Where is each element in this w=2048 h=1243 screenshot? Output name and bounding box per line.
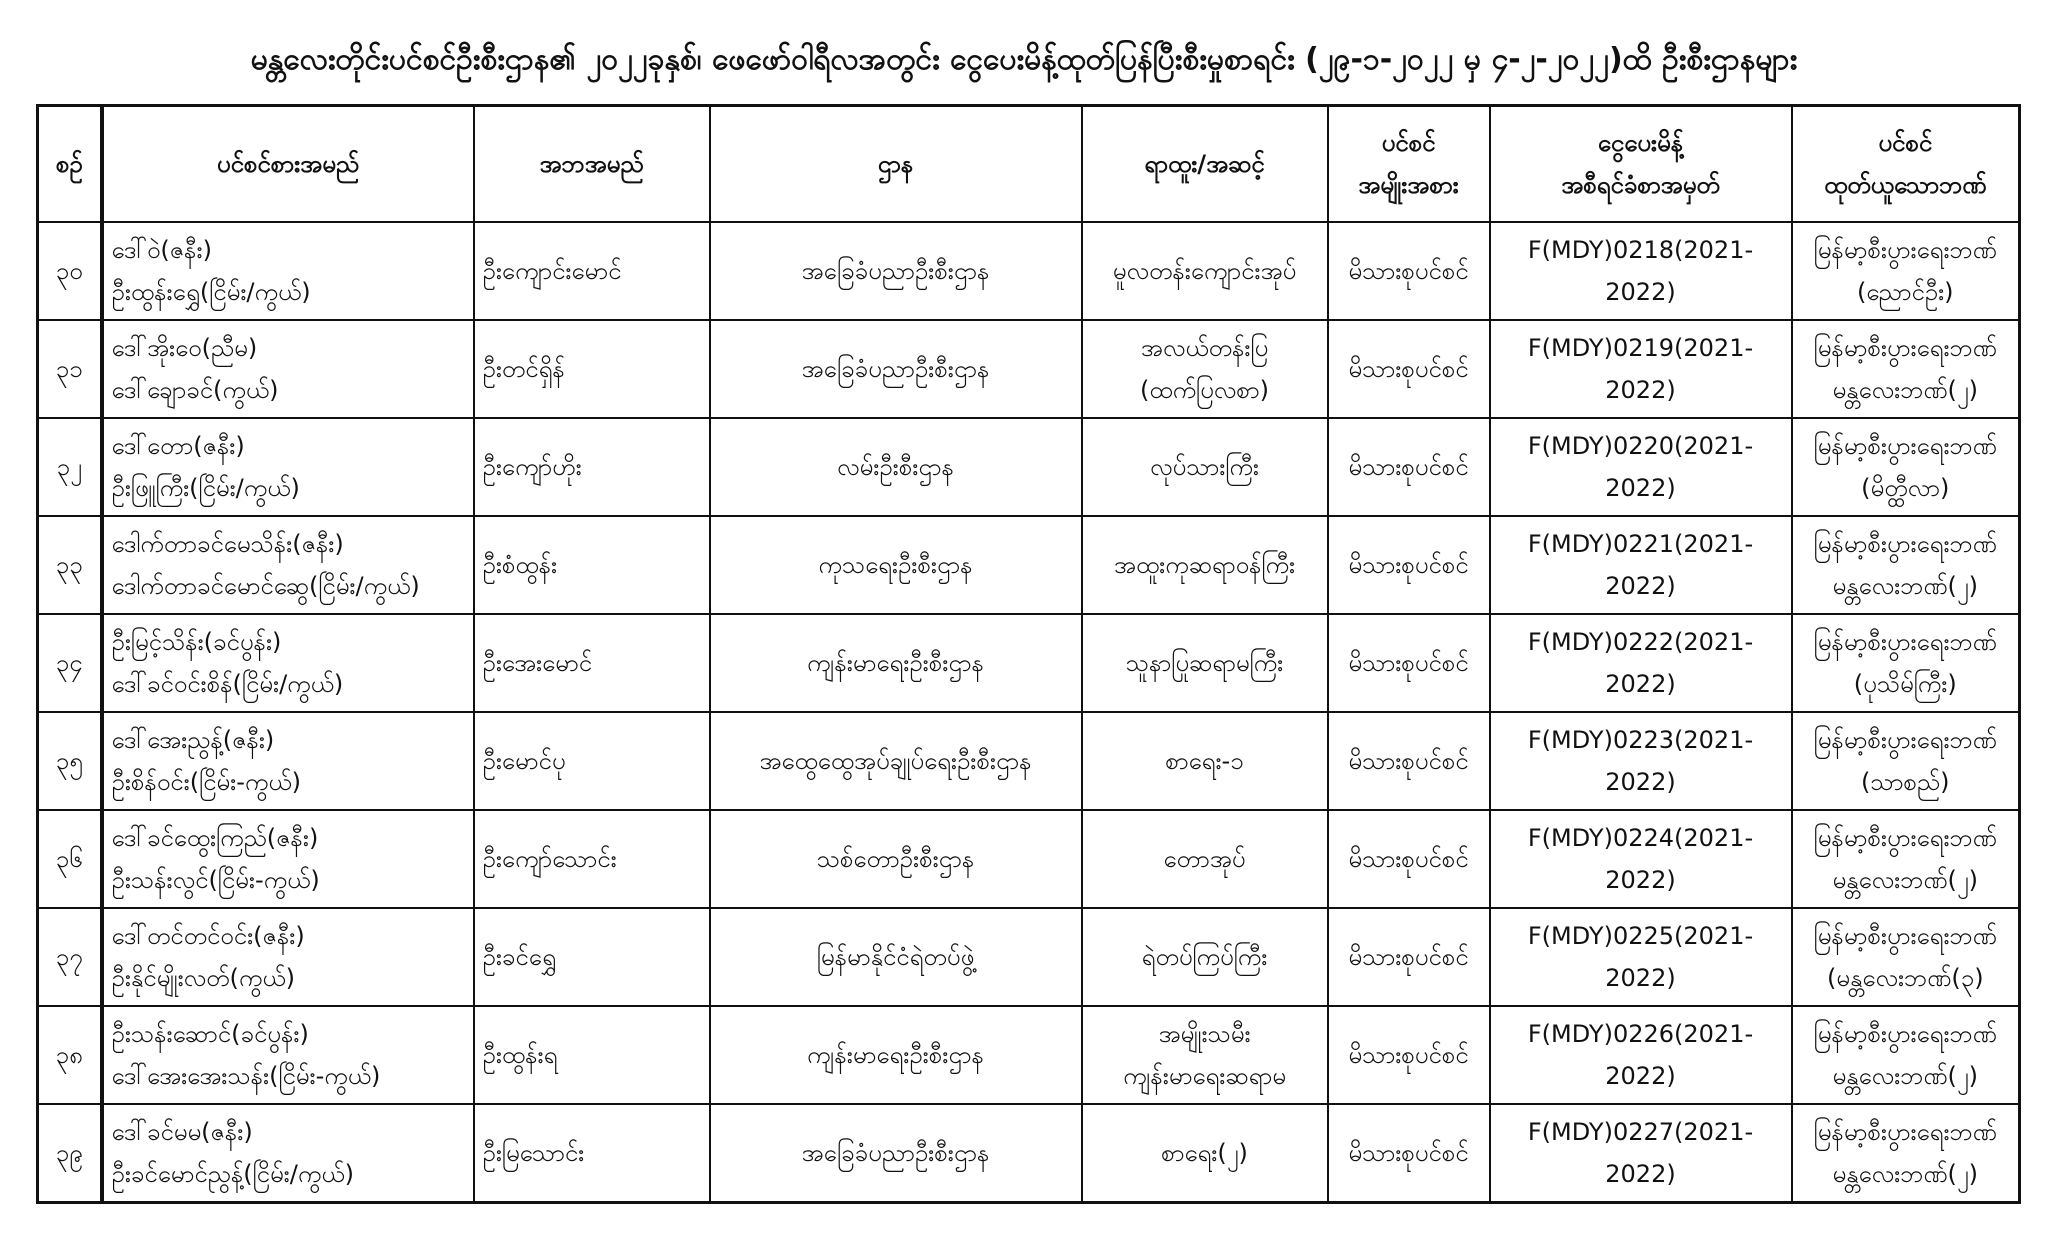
cell-paying-bank [1792,320,2020,418]
table-row [38,1104,2020,1203]
cell-line: မန္တလေးဘဏ်(၂) [1832,572,1979,600]
column-header-line: ပင်စင် [1381,129,1436,157]
cell-line: မြန်မာ့စီးပွားရေးဘဏ် [1813,922,1997,950]
cell-line: သူနာပြုဆရာမကြီး [1125,649,1284,677]
cell-father: ဦးစံထွန်း [474,516,710,614]
cell-line: မန္တလေးဘဏ်(၂) [1832,1062,1979,1090]
cell-line: အမျိုးသမီး [1158,1020,1251,1048]
column-header-line: ရာထူး/အဆင့် [1144,150,1265,178]
cell-line: မူလတန်းကျောင်းအုပ် [1112,257,1297,285]
cell-pensioner [102,1104,474,1203]
cell-department: မြန်မာနိုင်ငံရဲတပ်ဖွဲ့ [710,908,1082,1006]
cell-father: ဦးမောင်ပု [474,712,710,810]
cell-line: (ထက်ပြလစာ) [1140,376,1269,404]
column-header-line: ပင်စင် [1878,129,1933,157]
cell-line: (ညောင်ဦး) [1856,278,1954,306]
cell-no: ၃၆ [38,810,102,908]
cell-pension-type: မိသားစုပင်စင် [1328,516,1490,614]
cell-rank [1082,908,1328,1006]
cell-no: ၃၃ [38,516,102,614]
cell-paying-bank [1792,1006,2020,1104]
cell-line: ဦးခင်မောင်ညွန့်(ငြိမ်း/ကွယ်) [111,1160,355,1188]
cell-department: ကျန်းမာရေးဦးစီးဌာန [710,614,1082,712]
cell-line: တောအုပ် [1163,845,1246,873]
cell-line: ဒေါက်တာခင်မောင်ဆွေ(ငြိမ်း/ကွယ်) [111,572,420,600]
cell-father: ဦးတင်ရှိန် [474,320,710,418]
cell-father: ဦးအေးမောင် [474,614,710,712]
cell-line: ကျန်းမာရေးဆရာမ [1123,1062,1286,1090]
cell-rank [1082,1104,1328,1203]
cell-rank [1082,810,1328,908]
cell-no: ၃၂ [38,418,102,516]
cell-line: ဒေါ်ခင်ဝင်းစိန်(ငြိမ်း/ကွယ်) [111,670,344,698]
cell-pension-type: မိသားစုပင်စင် [1328,320,1490,418]
cell-paying-bank [1792,810,2020,908]
cell-line: ဒေါက်တာခင်မေသိန်း(ဇနီး) [111,530,344,558]
table-row [38,1006,2020,1104]
cell-rank [1082,320,1328,418]
table-row [38,418,2020,516]
cell-rank [1082,712,1328,810]
cell-rank [1082,418,1328,516]
cell-rank [1082,1006,1328,1104]
table-row [38,516,2020,614]
table-row [38,712,2020,810]
column-header-line: စဉ် [55,150,83,178]
header-row [38,106,2020,223]
cell-paying-bank [1792,712,2020,810]
cell-pensioner [102,418,474,516]
cell-line: ဒေါ်တော(ဇနီး) [111,432,245,460]
cell-department: အခြေခံပညာဦးစီးဌာန [710,320,1082,418]
cell-paying-bank [1792,614,2020,712]
cell-line: (ပုသိမ်ကြီး) [1853,670,1957,698]
column-header-line: ပင်စင်စားအမည် [216,150,360,178]
cell-line: မြန်မာ့စီးပွားရေးဘဏ် [1813,236,1997,264]
cell-rank [1082,516,1328,614]
column-header-pensioner [102,106,474,223]
cell-line: မန္တလေးဘဏ်(၂) [1832,866,1979,894]
cell-pensioner [102,712,474,810]
cell-line: ဒေါ်ဝဲ(ဇနီး) [111,236,212,264]
cell-line: ဦးသန်းဆောင်(ခင်ပွန်း) [111,1020,309,1048]
cell-paying-bank [1792,418,2020,516]
cell-line: မြန်မာ့စီးပွားရေးဘဏ် [1813,824,1997,852]
table-row [38,614,2020,712]
cell-pensioner [102,614,474,712]
column-header-no [38,106,102,223]
cell-line: မြန်မာ့စီးပွားရေးဘဏ် [1813,1020,1997,1048]
cell-line: လုပ်သားကြီး [1150,453,1259,481]
cell-line: ဒေါ်ချောခင်(ကွယ်) [111,376,279,404]
cell-department: သစ်တောဦးစီးဌာန [710,810,1082,908]
table-row [38,222,2020,320]
cell-order-no: F(MDY)0226(2021-2022) [1490,1006,1792,1104]
cell-line: မြန်မာ့စီးပွားရေးဘဏ် [1813,726,1997,754]
cell-line: စာရေး-၁ [1165,747,1244,775]
cell-pensioner [102,1006,474,1104]
cell-pension-type: မိသားစုပင်စင် [1328,810,1490,908]
cell-line: ဒေါ်တင်တင်ဝင်း(ဇနီး) [111,922,305,950]
cell-no: ၃၀ [38,222,102,320]
page-title: မန္တလေးတိုင်းပင်စင်ဦးစီးဌာန၏ ၂၀၂၂ခုနှစ်၊ ဖေဖော်ဝါရီလအတွင်း ငွေပေးမိန့်ထုတ်ပြန်ပြီးစီးမှုစာရင်း (၂၉-၁-၂၀၂၂ မှ ၄-၂-၂၀၂၂)ထိ ဦးစီးဌာနများ [250,42,1798,77]
cell-order-no: F(MDY)0218(2021-2022) [1490,222,1792,320]
cell-pension-type: မိသားစုပင်စင် [1328,1104,1490,1203]
column-header-line: အဘအမည် [539,150,644,178]
column-header-pension-type [1328,106,1490,223]
cell-line: မန္တလေးဘဏ်(၂) [1832,376,1979,404]
table-header [38,106,2020,223]
column-header-line: ထုတ်ယူသောဘဏ် [1824,171,1987,199]
column-header-line: ငွေပေးမိန့် [1597,129,1684,157]
cell-no: ၃၄ [38,614,102,712]
cell-line: ဒေါ်အေးအေးသန်း(ငြိမ်း-ကွယ်) [111,1062,381,1090]
cell-order-no: F(MDY)0221(2021-2022) [1490,516,1792,614]
cell-department: ကျန်းမာရေးဦးစီးဌာန [710,1006,1082,1104]
cell-line: မြန်မာ့စီးပွားရေးဘဏ် [1813,530,1997,558]
cell-pension-type: မိသားစုပင်စင် [1328,1006,1490,1104]
cell-pensioner [102,222,474,320]
cell-pension-type: မိသားစုပင်စင် [1328,908,1490,1006]
cell-line: ဦးစိန်ဝင်း(ငြိမ်း-ကွယ်) [111,768,302,796]
cell-department: အခြေခံပညာဦးစီးဌာန [710,1104,1082,1203]
column-header-paying-bank [1792,106,2020,223]
cell-paying-bank [1792,1104,2020,1203]
cell-father: ဦးမြသောင်း [474,1104,710,1203]
cell-line: ဒေါ်ခင်ထွေးကြည်(ဇနီး) [111,824,319,852]
cell-department: ကုသရေးဦးစီးဌာန [710,516,1082,614]
column-header-department [710,106,1082,223]
cell-father: ဦးထွန်းရ [474,1006,710,1104]
cell-line: ဦးမြင့်သိန်း(ခင်ပွန်း) [111,628,282,656]
table-body [38,222,2020,1203]
cell-line: မြန်မာ့စီးပွားရေးဘဏ် [1813,1118,1997,1146]
cell-department: လမ်းဦးစီးဌာန [710,418,1082,516]
cell-order-no: F(MDY)0225(2021-2022) [1490,908,1792,1006]
cell-order-no: F(MDY)0227(2021-2022) [1490,1104,1792,1203]
cell-rank [1082,222,1328,320]
table-row [38,320,2020,418]
cell-line: ဒေါ်အိုးဝေ(ညီမ) [111,334,258,362]
cell-line: အထူးကုဆရာဝန်ကြီး [1113,551,1296,579]
cell-line: ဦးသန်းလွင်(ငြိမ်း-ကွယ်) [111,866,320,894]
column-header-rank [1082,106,1328,223]
cell-line: ဒေါ်ခင်မမ(ဇနီး) [111,1118,253,1146]
cell-order-no: F(MDY)0224(2021-2022) [1490,810,1792,908]
table-row [38,810,2020,908]
cell-department: အထွေထွေအုပ်ချုပ်ရေးဦးစီးဌာန [710,712,1082,810]
column-header-father [474,106,710,223]
cell-line: (မိတ္ထီလာ) [1861,474,1950,502]
cell-line: အလယ်တန်းပြ [1140,334,1269,362]
cell-pension-type: မိသားစုပင်စင် [1328,418,1490,516]
cell-department: အခြေခံပညာဦးစီးဌာန [710,222,1082,320]
cell-father: ဦးခင်ရွှေ [474,908,710,1006]
cell-line: ဦးထွန်းရွှေ(ငြိမ်း/ကွယ်) [111,278,311,306]
cell-line: ရဲတပ်ကြပ်ကြီး [1141,943,1268,971]
cell-line: (သာစည်) [1861,768,1950,796]
column-header-line: အစီရင်ခံစာအမှတ် [1561,171,1720,199]
cell-order-no: F(MDY)0219(2021-2022) [1490,320,1792,418]
column-header-order-no [1490,106,1792,223]
cell-line: မြန်မာ့စီးပွားရေးဘဏ် [1813,334,1997,362]
cell-pension-type: မိသားစုပင်စင် [1328,614,1490,712]
cell-no: ၃၇ [38,908,102,1006]
cell-paying-bank [1792,908,2020,1006]
cell-father: ဦးကျော်သောင်း [474,810,710,908]
cell-no: ၃၉ [38,1104,102,1203]
cell-line: ဦးနိုင်မျိုးလတ်(ကွယ်) [111,964,296,992]
cell-pension-type: မိသားစုပင်စင် [1328,712,1490,810]
cell-no: ၃၅ [38,712,102,810]
cell-line: စာရေး(၂) [1161,1139,1248,1167]
cell-father: ဦးကျောင်းမောင် [474,222,710,320]
cell-pensioner [102,516,474,614]
cell-line: ဒေါ်အေးညွန့်(ဇနီး) [111,726,275,754]
cell-rank [1082,614,1328,712]
table-row [38,908,2020,1006]
cell-order-no: F(MDY)0223(2021-2022) [1490,712,1792,810]
cell-line: မြန်မာ့စီးပွားရေးဘဏ် [1813,432,1997,460]
cell-no: ၃၁ [38,320,102,418]
cell-paying-bank [1792,222,2020,320]
cell-line: (မန္တလေးဘဏ်(၃) [1826,964,1984,992]
pension-order-table [36,104,2021,1204]
cell-pensioner [102,810,474,908]
cell-line: မြန်မာ့စီးပွားရေးဘဏ် [1813,628,1997,656]
column-header-line: ဌာန [877,150,914,178]
cell-pensioner [102,908,474,1006]
cell-order-no: F(MDY)0222(2021-2022) [1490,614,1792,712]
cell-pensioner [102,320,474,418]
cell-line: မန္တလေးဘဏ်(၂) [1832,1160,1979,1188]
cell-order-no: F(MDY)0220(2021-2022) [1490,418,1792,516]
cell-pension-type: မိသားစုပင်စင် [1328,222,1490,320]
column-header-line: အမျိုးအစား [1358,171,1459,199]
cell-paying-bank [1792,516,2020,614]
cell-line: ဦးဖြူကြီး(ငြိမ်း/ကွယ်) [111,474,300,502]
cell-no: ၃၈ [38,1006,102,1104]
cell-father: ဦးကျော်ဟိုး [474,418,710,516]
